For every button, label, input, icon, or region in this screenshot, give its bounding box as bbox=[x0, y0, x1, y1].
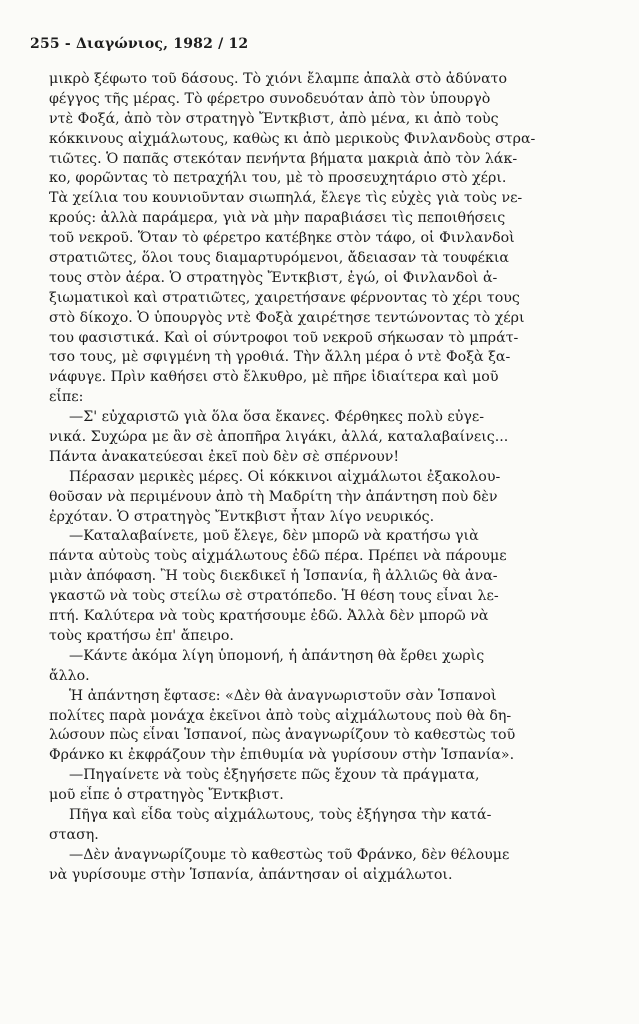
text-line: —Πηγαίνετε νὰ τοὺς ἐξηγήσετε πῶς ἔχουν τὰ πράγματα, bbox=[69, 767, 480, 784]
text-line: φέγγος τῆς μέρας. Τὸ φέρετρο συνοδευόταν ἀπὸ τὸν ὑπουργὸ bbox=[49, 90, 491, 107]
text-line: του φασιστικά. Καὶ οἱ σύντροφοι τοῦ νεκροῦ σήκωσαν τὸ μπράτ- bbox=[49, 329, 519, 346]
text-line: σταση. bbox=[49, 826, 99, 843]
text-line: στὸ δίκοχο. Ὁ ὑπουργὸς ντὲ Φοξὰ χαιρέτησε τεντώνοντας τὸ χέρι bbox=[49, 309, 525, 326]
body-text bbox=[49, 70, 582, 886]
text-line: Ἡ ἀπάντηση ἔφτασε: «Δὲν θὰ ἀναγνωριστοῦν σὰν Ἱσπανοὶ bbox=[69, 687, 497, 704]
text-line: πάντα αὐτοὺς τοὺς αἰχμάλωτους ἐδῶ πέρα. Πρέπει νὰ πάρουμε bbox=[49, 548, 507, 565]
text-line: πολίτες παρὰ μονάχα ἐκεῖνοι ἀπὸ τοὺς αἰχμάλωτους ποὺ θὰ δη- bbox=[49, 707, 512, 724]
text-line: νὰ γυρίσουμε στὴν Ἱσπανία, ἀπάντησαν οἱ αἰχμάλωτοι. bbox=[49, 866, 453, 883]
text-line: ἐρχόταν. Ὁ στρατηγὸς Ἔντκβιστ ἦταν λίγο νευρικός. bbox=[49, 508, 435, 525]
text-line: κόκκινους αἰχμάλωτους, καθὼς κι ἀπὸ μερικοὺς Φινλανδοὺς στρα- bbox=[49, 130, 536, 147]
text-line: —Καταλαβαίνετε, μοῦ ἔλεγε, δὲν μπορῶ νὰ κρατήσω γιὰ bbox=[69, 528, 479, 545]
text-line: ντὲ Φοξά, ἀπὸ τὸν στρατηγὸ Ἔντκβιστ, ἀπὸ μένα, κι ἀπὸ τοὺς bbox=[49, 110, 499, 127]
text-line: κο, φορῶντας τὸ πετραχήλι του, μὲ τὸ προσευχητάριο στὸ χέρι. bbox=[49, 170, 507, 187]
text-line: ἄλλο. bbox=[49, 667, 90, 684]
text-line: τους στὸν ἀέρα. Ὁ στρατηγὸς Ἔντκβιστ, ἐγώ, οἱ Φινλανδοὶ ἀ- bbox=[49, 269, 498, 286]
text-line: λώσουν πὼς εἶναι Ἱσπανοί, πὼς ἀναγνωρίζουν τὸ καθεστὼς τοῦ bbox=[49, 727, 516, 744]
text-line: τσο τους, μὲ σφιγμένη τὴ γροθιά. Τὴν ἄλλη μέρα ὁ ντὲ Φοξὰ ξα- bbox=[49, 349, 511, 366]
text-line: μοῦ εἶπε ὁ στρατηγὸς Ἔντκβιστ. bbox=[49, 787, 284, 804]
text-line: εἶπε: bbox=[49, 389, 84, 406]
text-line: θοῦσαν νὰ περιμένουν ἀπὸ τὴ Μαδρίτη τὴν ἀπάντηση ποὺ δὲν bbox=[49, 488, 498, 505]
text-line: νάφυγε. Πρὶν καθήσει στὸ ἔλκυθρο, μὲ πῆρε ἰδιαίτερα καὶ μοῦ bbox=[49, 369, 499, 386]
text-line: τιῶτες. Ὁ παπᾶς στεκόταν πενήντα βήματα μακριὰ ἀπὸ τὸν λάκ- bbox=[49, 150, 518, 167]
text-line: νικά. Συχώρα με ἂν σὲ ἀποπῆρα λιγάκι, ἀλλά, καταλαβαίνεις... bbox=[49, 429, 509, 446]
text-line: ξιωματικοὶ καὶ στρατιῶτες, χαιρετήσανε φέρνοντας τὸ χέρι τους bbox=[49, 289, 520, 306]
text-line: Πέρασαν μερικὲς μέρες. Οἱ κόκκινοι αἰχμάλωτοι ἐξακολου- bbox=[69, 468, 501, 485]
text-line: Πάντα ἀνακατεύεσαι ἐκεῖ ποὺ δὲν σὲ σπέρνουν! bbox=[49, 448, 400, 465]
text-line: —Κάντε ἀκόμα λίγη ὑπομονή, ἡ ἀπάντηση θὰ ἔρθει χωρὶς bbox=[69, 647, 485, 664]
text-line: Φράνκο κι ἐκφράζουν τὴν ἐπιθυμία νὰ γυρίσουν στὴν Ἱσπανία». bbox=[49, 747, 515, 764]
text-line: τοὺς κρατήσω ἐπ' ἄπειρο. bbox=[49, 627, 234, 644]
text-line: πτή. Καλύτερα νὰ τοὺς κρατήσουμε ἐδῶ. Ἀλλὰ δὲν μπορῶ νὰ bbox=[49, 608, 489, 625]
text-line: κρούς: ἀλλὰ παράμερα, γιὰ νὰ μὴν παραβιάσει τὶς πεποιθήσεις bbox=[49, 210, 506, 227]
running-head: 255 - Διαγώνιος, 1982 / 12 bbox=[30, 36, 249, 52]
text-line: —Δὲν ἀναγνωρίζουμε τὸ καθεστὼς τοῦ Φράνκο, δὲν θέλουμε bbox=[69, 846, 510, 863]
text-line: τοῦ νεκροῦ. Ὅταν τὸ φέρετρο κατέβηκε στὸν τάφο, οἱ Φινλανδοὶ bbox=[49, 230, 515, 247]
text-line: Τὰ χείλια του κουνιοῦνταν σιωπηλά, ἔλεγε τὶς εὐχὲς γιὰ τοὺς νε- bbox=[49, 190, 523, 207]
text-line: Πῆγα καὶ εἶδα τοὺς αἰχμάλωτους, τοὺς ἐξήγησα τὴν κατά- bbox=[69, 806, 492, 823]
text-line: γκαστῶ νὰ τοὺς στείλω σὲ στρατόπεδο. Ἡ θέση τους εἶναι λε- bbox=[49, 588, 499, 605]
text-line: μιὰν ἀπόφαση. Ἢ τοὺς διεκδικεῖ ἡ Ἱσπανία, ἢ ἀλλιῶς θὰ ἀνα- bbox=[49, 568, 498, 585]
text-line: μικρὸ ξέφωτο τοῦ δάσους. Τὸ χιόνι ἔλαμπε ἀπαλὰ στὸ ἀδύνατο bbox=[49, 71, 508, 87]
text-line: —Σ' εὐχαριστῶ γιὰ ὅλα ὅσα ἔκανες. Φέρθηκες πολὺ εὐγε- bbox=[69, 409, 484, 426]
text-line: στρατιῶτες, ὅλοι τους διαμαρτυρόμενοι, ἄδειασαν τὰ τουφέκια bbox=[49, 250, 509, 267]
